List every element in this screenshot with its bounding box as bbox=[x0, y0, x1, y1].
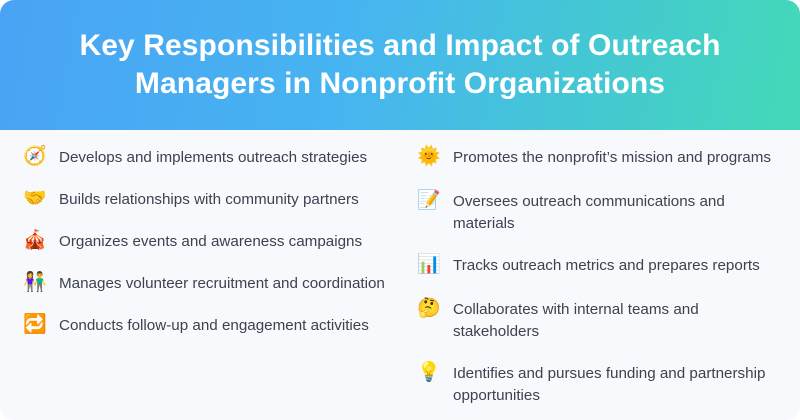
list-item bbox=[416, 360, 780, 406]
repeat-arrows-icon: 🔁 bbox=[23, 314, 47, 335]
compass-icon: 🧭 bbox=[23, 146, 47, 167]
list-item bbox=[416, 144, 780, 170]
right-column bbox=[400, 144, 784, 410]
list-item-label: Conducts follow-up and engagement activities bbox=[59, 317, 369, 334]
list-item bbox=[416, 296, 780, 342]
list-item-label: Promotes the nonprofit’s mission and programs bbox=[453, 149, 771, 166]
list-item-label: Identifies and pursues funding and partnership opportunities bbox=[453, 365, 766, 404]
handshake-icon: 🤝 bbox=[23, 188, 47, 209]
list-item-label: Manages volunteer recruitment and coordination bbox=[59, 275, 385, 292]
list-item bbox=[416, 188, 780, 234]
left-column bbox=[16, 144, 400, 410]
list-item-label: Collaborates with internal teams and stakeholders bbox=[453, 301, 699, 340]
circus-tent-icon: 🎪 bbox=[23, 230, 47, 251]
page-title: Key Responsibilities and Impact of Outreach Managers in Nonprofit Organizations bbox=[79, 28, 721, 100]
people-holding-hands-icon: 👫 bbox=[23, 272, 47, 293]
list-item bbox=[22, 270, 392, 296]
list-item-label: Oversees outreach communications and materials bbox=[453, 193, 725, 232]
bar-chart-icon: 📊 bbox=[417, 254, 441, 276]
list-item bbox=[22, 186, 392, 212]
list-item bbox=[22, 312, 392, 338]
light-bulb-icon: 💡 bbox=[417, 362, 441, 384]
list-item bbox=[22, 144, 392, 170]
memo-icon: 📝 bbox=[417, 190, 441, 211]
list-item-label: Develops and implements outreach strategies bbox=[59, 149, 368, 166]
list-item bbox=[22, 228, 392, 254]
list-item bbox=[416, 252, 780, 278]
thinking-face-icon: 🤔 bbox=[417, 298, 441, 320]
sun-icon: 🌞 bbox=[417, 146, 441, 167]
list-item-label: Builds relationships with community partners bbox=[59, 191, 359, 208]
header-banner bbox=[0, 0, 800, 130]
list-item-label: Organizes events and awareness campaigns bbox=[59, 233, 363, 250]
responsibilities-body bbox=[0, 130, 800, 420]
list-item-label: Tracks outreach metrics and prepares reports bbox=[453, 257, 760, 275]
